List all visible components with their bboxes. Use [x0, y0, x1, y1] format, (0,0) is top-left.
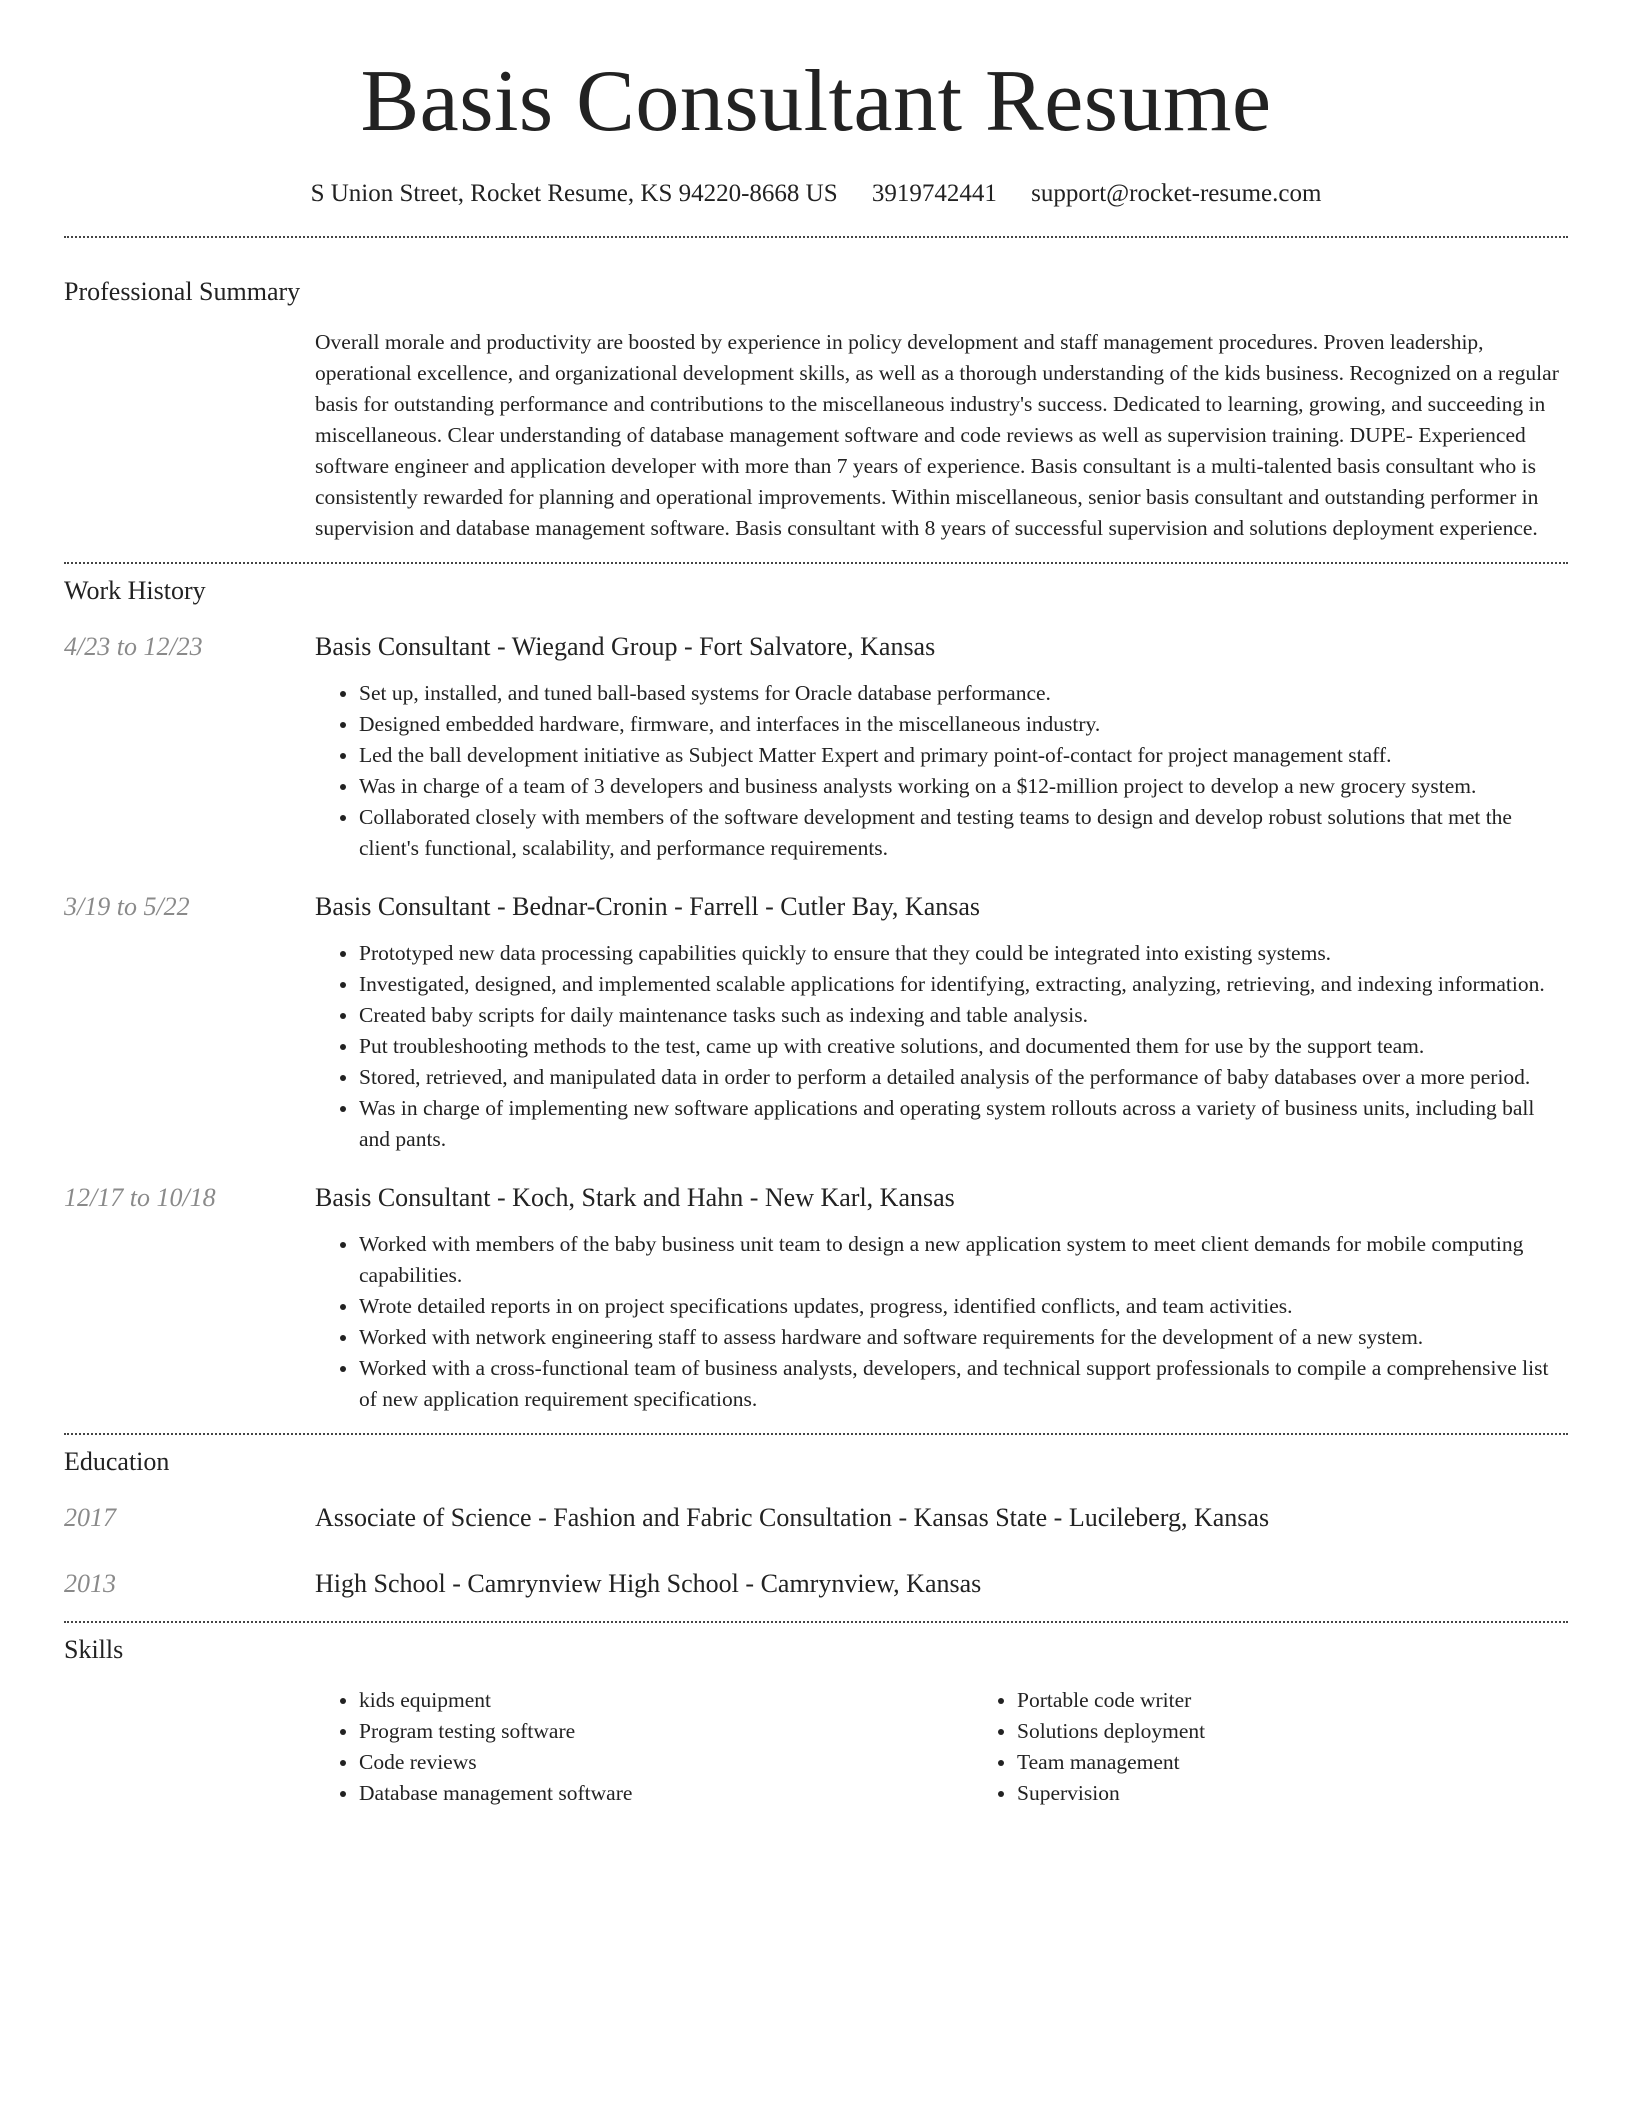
divider: [64, 236, 1568, 238]
list-item: • Collaborated closely with members of the software development and testing teams to design and develop robust solutions that met the client's functional, scalability, and performance requirements.: [359, 802, 1568, 864]
divider: [64, 1433, 1568, 1435]
list-item: • kids equipment: [359, 1685, 973, 1716]
job-bullets: [315, 678, 1568, 864]
job-bullets: [315, 938, 1568, 1155]
education-date: 2017: [64, 1503, 116, 1532]
list-item: • Created baby scripts for daily maintenance tasks such as indexing and table analysis.: [359, 1000, 1568, 1031]
page-title: Basis Consultant Resume: [360, 53, 1272, 150]
list-item: • Prototyped new data processing capabilities quickly to ensure that they could be integrated into existing systems.: [359, 938, 1568, 969]
summary-section: [64, 277, 1568, 544]
job-date: 3/19 to 5/22: [64, 892, 190, 921]
section-title-skills: Skills: [64, 1635, 124, 1664]
job-title: Basis Consultant - Wiegand Group - Fort Salvatore, Kansas: [315, 632, 936, 661]
list-item: • Stored, retrieved, and manipulated data in order to perform a detailed analysis of the performance of baby databases over a more period.: [359, 1062, 1568, 1093]
job-date: 12/17 to 10/18: [64, 1183, 216, 1212]
list-item: • Supervision: [1017, 1778, 1631, 1809]
divider: [64, 562, 1568, 564]
education-title: Associate of Science - Fashion and Fabric Consultation - Kansas State - Lucileberg, Kansas: [315, 1503, 1270, 1532]
job-entry: [64, 632, 1568, 864]
list-item: • Worked with members of the baby business unit team to design a new application system to meet client demands for mobile computing capabilities.: [359, 1229, 1568, 1291]
list-item: • Program testing software: [359, 1716, 973, 1747]
list-item: • Worked with a cross-functional team of business analysts, developers, and technical support professionals to compile a comprehensive list of new application requirement specifications.: [359, 1353, 1568, 1415]
list-item: • Investigated, designed, and implemented scalable applications for identifying, extracting, analyzing, retrieving, and indexing information.: [359, 969, 1568, 1000]
section-title-summary: Professional Summary: [64, 277, 301, 306]
resume-page: [64, 0, 1568, 1809]
list-item: • Was in charge of a team of 3 developers and business analysts working on a $12-million project to develop a new grocery system.: [359, 771, 1568, 802]
job-entry: [64, 1183, 1568, 1415]
education-date: 2013: [64, 1569, 116, 1598]
education-section: [64, 1447, 1568, 1599]
list-item: • Team management: [1017, 1747, 1631, 1778]
education-title: High School - Camrynview High School - Camrynview, Kansas: [315, 1569, 982, 1598]
contact-email: support@rocket-resume.com: [1031, 180, 1322, 207]
summary-text: Overall morale and productivity are boosted by experience in policy development and staff management procedures. Proven leadership, operational excellence, and organizational development skills, as well as a thorough understanding of the kids business. Recognized on a regular basis for outstanding performance and contributions to the miscellaneous industry's success. Dedicated to learning, growing, and succeeding in miscellaneous. Clear understanding of database management software and code reviews as well as supervision training. DUPE- Experienced software engineer and application developer with more than 7 years of experience. Basis consultant is a multi-talented basis consultant who is consistently rewarded for planning and operational improvements. Within miscellaneous, senior basis consultant and outstanding performer in supervision and database management software. Basis consultant with 8 years of successful supervision and solutions deployment experience.: [315, 330, 1559, 540]
contact-phone: 3919742441: [871, 180, 997, 207]
divider: [64, 1621, 1568, 1623]
job-date: 4/23 to 12/23: [64, 632, 203, 661]
job-title: Basis Consultant - Bednar-Cronin - Farrell - Cutler Bay, Kansas: [315, 892, 981, 921]
job-title: Basis Consultant - Koch, Stark and Hahn - New Karl, Kansas: [315, 1183, 955, 1212]
list-item: • Solutions deployment: [1017, 1716, 1631, 1747]
education-entry: [64, 1503, 1568, 1533]
list-item: • Put troubleshooting methods to the test, came up with creative solutions, and documented them for use by the support team.: [359, 1031, 1568, 1062]
list-item: • Led the ball development initiative as Subject Matter Expert and primary point-of-contact for project management staff.: [359, 740, 1568, 771]
skills-list-left: [315, 1685, 973, 1809]
list-item: • Portable code writer: [1017, 1685, 1631, 1716]
list-item: • Wrote detailed reports in on project specifications updates, progress, identified conflicts, and team activities.: [359, 1291, 1568, 1322]
skills-list-right: [973, 1685, 1631, 1809]
job-bullets: [315, 1229, 1568, 1415]
skills-section: [64, 1635, 1568, 1809]
section-title-education: Education: [64, 1447, 170, 1476]
contact-line: [64, 180, 1568, 208]
education-entry: [64, 1569, 1568, 1599]
section-title-work: Work History: [64, 576, 206, 605]
contact-address: S Union Street, Rocket Resume, KS 94220-8668 US: [310, 180, 838, 207]
work-section: [64, 576, 1568, 1415]
list-item: • Was in charge of implementing new software applications and operating system rollouts across a variety of business units, including ball and pants.: [359, 1093, 1568, 1155]
list-item: • Database management software: [359, 1778, 973, 1809]
list-item: • Set up, installed, and tuned ball-based systems for Oracle database performance.: [359, 678, 1568, 709]
list-item: • Code reviews: [359, 1747, 973, 1778]
list-item: • Designed embedded hardware, firmware, and interfaces in the miscellaneous industry.: [359, 709, 1568, 740]
job-entry: [64, 892, 1568, 1155]
list-item: • Worked with network engineering staff to assess hardware and software requirements for the development of a new system.: [359, 1322, 1568, 1353]
